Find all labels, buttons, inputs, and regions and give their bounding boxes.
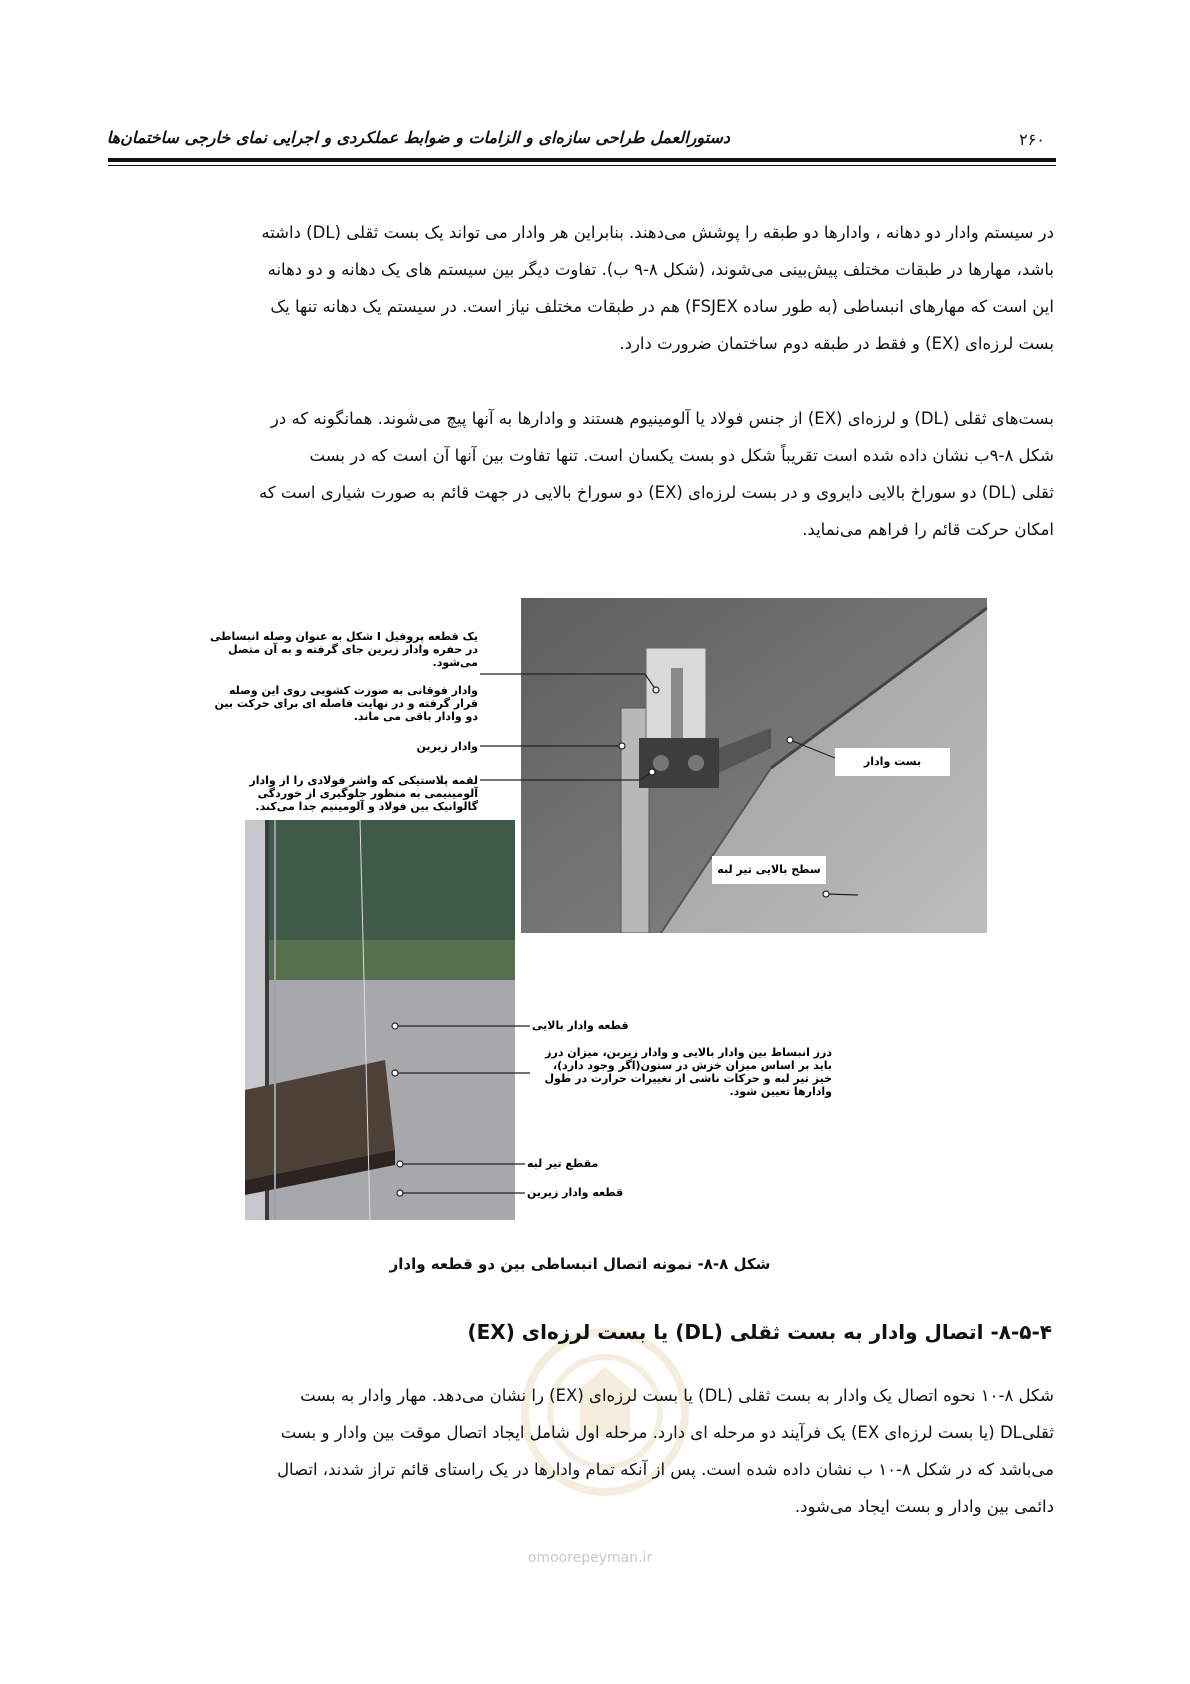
text-line: باشد، مهارها در طبقات مختلف پیش‌بینی می‌شوند، (شکل ۸-۹ ب). تفاوت دیگر بین سیستم های یک دهانه و دو دهانه	[267, 260, 1054, 279]
text-line: ثقلی (DL) دو سوراخ بالایی دایروی و در بست لرزه‌ای (EX) دو سوراخ بالایی در جهت قائم به صورت شیاری است که	[258, 483, 1054, 502]
callout-dot	[397, 1161, 403, 1167]
label-expansion-joint: درز انبساط بین وادار بالایی و وادار زیرین، میزان درز باید بر اساس میزان خزش در ستون(اگر وجود دارد)، خیز تیر لبه و حرکات ناشی از تغییرات حرارت در طول وادارها تعیین شود.	[544, 1046, 832, 1098]
callout-line-i-profile	[480, 674, 656, 690]
label-upper-mullion-slide: وادار فوقانی به صورت کشویی روی این وصله قرار گرفته و در نهایت فاصله ای برای حرکت بین دو وادار باقی می ماند.	[214, 684, 478, 723]
callout-dot	[823, 891, 829, 897]
section-heading: ۸-۵-۴- اتصال وادار به بست ثقلی (DL) یا بست لرزه‌ای (EX)	[467, 1320, 1052, 1344]
callout-dot	[392, 1070, 398, 1076]
callout-dot	[397, 1190, 403, 1196]
running-header-title: دستورالعمل طراحی سازه‌ای و الزامات و ضوابط عملکردی و اجرایی نمای خارجی ساختمان‌ها	[106, 128, 730, 147]
callout-line-clip	[790, 740, 835, 758]
label-lower-mullion: وادار زیرین	[416, 740, 478, 753]
text-line: دائمی بین وادار و بست ایجاد می‌شود.	[794, 1497, 1054, 1516]
text-line: در سیستم وادار دو دهانه ، وادارها دو طبقه را پوشش می‌دهند. بنابراین هر وادار می تواند یک بست ثقلی (DL) داشته	[261, 223, 1054, 242]
callout-dot	[392, 1023, 398, 1029]
callout-line-plastic-shim	[480, 772, 652, 780]
page-number: ۲۶۰	[1019, 130, 1045, 149]
text-line: ثقلیDL (یا بست لرزه‌ای EX) یک فرآیند دو مرحله ای دارد. مرحله اول شامل ایجاد اتصال موقت بین وادار و بست	[280, 1423, 1054, 1442]
text-line: شکل ۸-۹ب نشان داده شده است تقریباً شکل دو بست یکسان است. تنها تفاوت بین آنها آن است که در بست	[309, 446, 1054, 465]
callout-dot	[653, 687, 659, 693]
callout-line-beam-top	[826, 894, 858, 895]
text-line: بست لرزه‌ای (EX) و فقط در طبقه دوم ساختمان ضرورت دارد.	[619, 334, 1054, 353]
text-line: این است که مهارهای انبساطی (به طور ساده FSJEX) هم در طبقات مختلف نیاز است. در سیستم یک دهانه تنها یک	[270, 297, 1054, 316]
text-line: امکان حرکت قائم را فراهم می‌نماید.	[802, 520, 1054, 539]
callout-dot	[787, 737, 793, 743]
label-plastic-shim: لقمه پلاستیکی که واشر فولادی را از وادار آلومینیمی به منظور جلوگیری از خوردگی گالوانیک بین فولاد و آلومینیم جدا می‌کند.	[249, 774, 478, 813]
label-lower-piece: قطعه وادار زیرین	[527, 1186, 624, 1199]
label-i-profile: یک قطعه پروفیل I شکل به عنوان وصله انبساطی در حفره وادار زیرین جای گرفته و به آن متصل می‌شود.	[210, 630, 478, 669]
label-upper-piece: قطعه وادار بالایی	[532, 1019, 629, 1032]
callout-dot	[619, 743, 625, 749]
label-edge-beam-section: مقطع تیر لبه	[527, 1157, 599, 1170]
text-line: می‌باشد که در شکل ۸-۱۰ ب نشان داده شده است. پس از آنکه تمام وادارها در یک راستای قائم تراز شدند، اتصال	[277, 1460, 1054, 1479]
callout-dot	[649, 769, 655, 775]
text-line: بست‌های ثقلی (DL) و لرزه‌ای (EX) از جنس فولاد یا آلومینیوم هستند و وادارها به آنها پیچ می‌شوند. همانگونه که در	[270, 409, 1054, 428]
label-beam-top: سطح بالایی تیر لبه	[712, 856, 826, 884]
paragraph-3	[112, 1377, 1054, 1525]
label-mullion-clip: بست وادار	[835, 748, 950, 776]
text-line: شکل ۸-۱۰ نحوه اتصال یک وادار به بست ثقلی (DL) یا بست لرزه‌ای (EX) را نشان می‌دهد. مهار وادار به بست	[300, 1386, 1054, 1405]
figure-caption: شکل ۸-۸- نمونه اتصال انبساطی بین دو قطعه وادار	[389, 1255, 771, 1273]
watermark-url: omoorepeyman.ir	[527, 1550, 653, 1566]
